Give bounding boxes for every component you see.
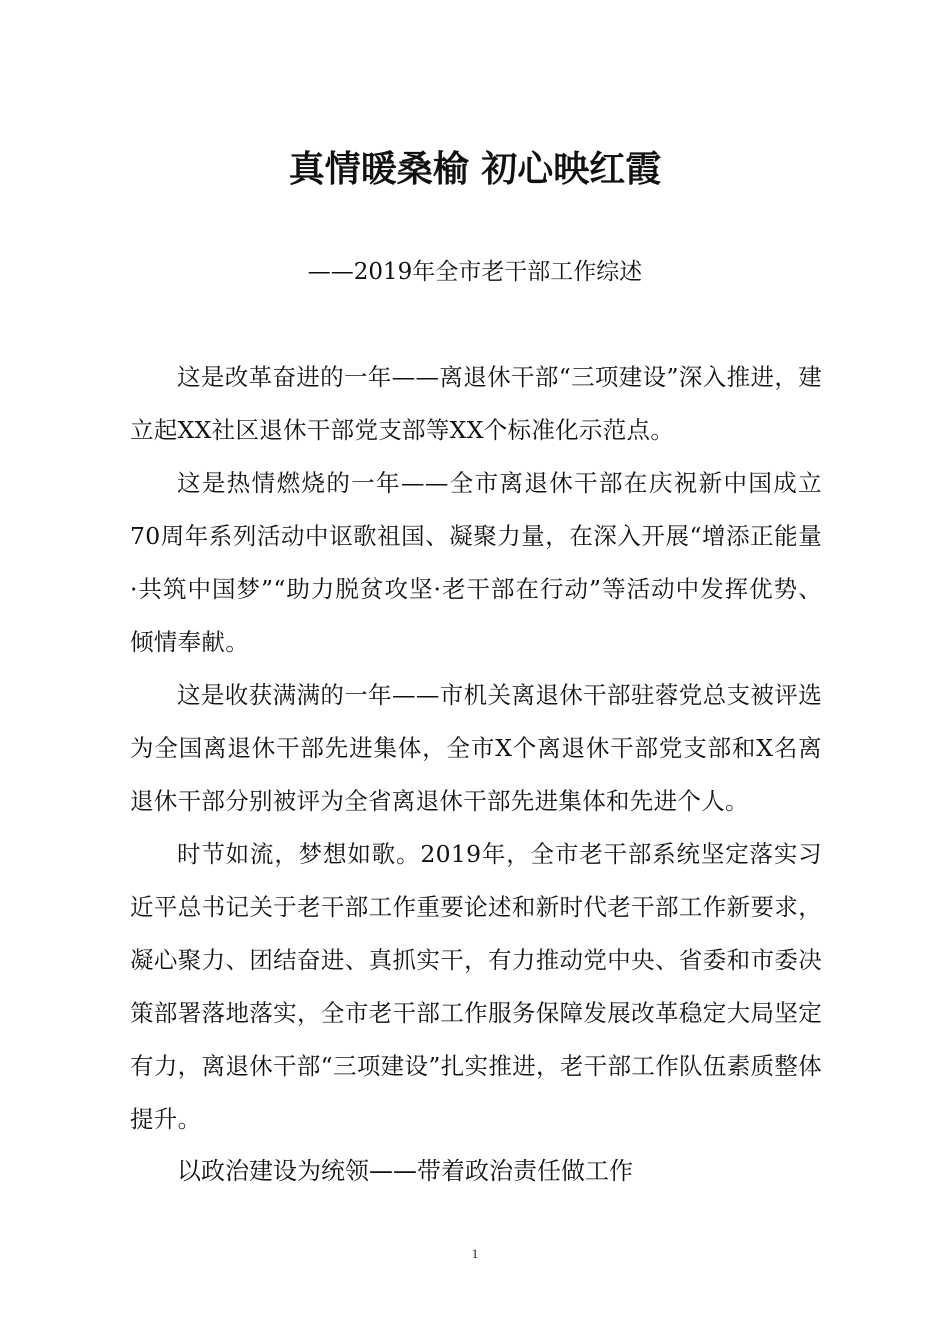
page-number: 1 (471, 1246, 479, 1261)
body-paragraph: 时节如流，梦想如歌。2019年，全市老干部系统坚定落实习近平总书记关于老干部工作重要论述和新时代老干部工作新要求，凝心聚力、团结奋进、真抓实干，有力推动党中央、省委和市委决策部署落地落实，全市老干部工作服务保障发展改革稳定大局坚定有力，离退休干部“三项建设”扎实推进，老干部工作队伍素质整体提升。 (130, 840, 822, 1133)
document-body (130, 351, 822, 1146)
body-paragraph: 这是热情燃烧的一年——全市离退休干部在庆祝新中国成立70周年系列活动中讴歌祖国、凝聚力量，在深入开展“增添正能量·共筑中国梦”“助力脱贫攻坚·老干部在行动”等活动中发挥优势、倾情奉献。 (130, 469, 822, 656)
section-heading: 以政治建设为统领——带着政治责任做工作 (177, 1157, 633, 1185)
body-paragraph: 这是改革奋进的一年——离退休干部“三项建设”深入推进，建立起XX社区退休干部党支部等XX个标准化示范点。 (130, 363, 822, 444)
body-paragraph: 这是收获满满的一年——市机关离退休干部驻蓉党总支被评选为全国离退休干部先进集体，全市X个离退休干部党支部和X名离退休干部分别被评为全省离退休干部先进集体和先进个人。 (130, 681, 822, 815)
document-subtitle: ——2019年全市老干部工作综述 (307, 259, 643, 285)
document-title: 真情暖桑榆 初心映红霞 (288, 149, 662, 190)
